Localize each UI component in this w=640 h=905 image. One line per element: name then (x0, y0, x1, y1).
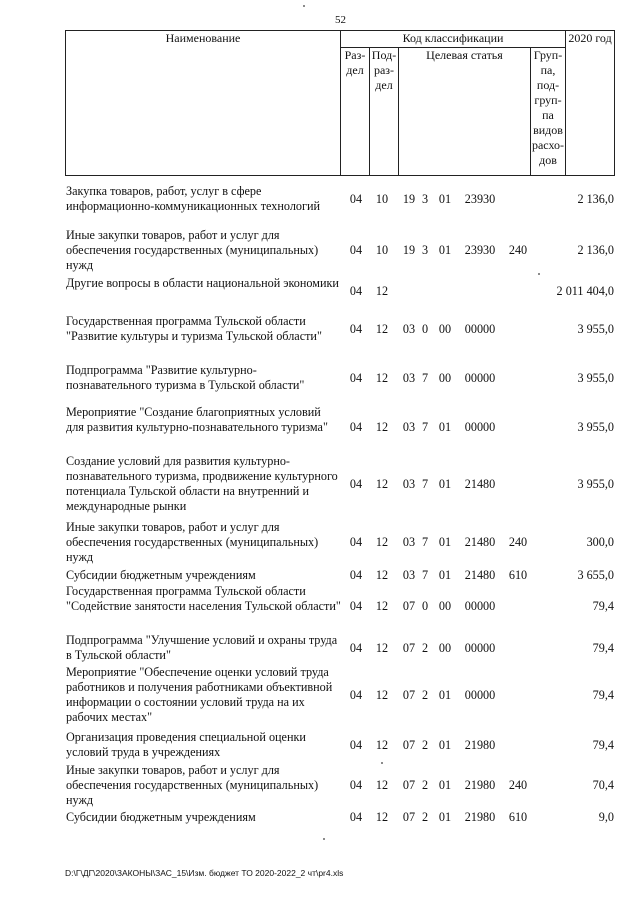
row-code-ev: 01 (438, 778, 452, 792)
row-code-sec: 04 (349, 568, 363, 582)
row-code-sp: 2 (421, 738, 429, 752)
row-code-ev: 00 (438, 599, 452, 613)
row-code-sec: 04 (349, 688, 363, 702)
row-code-sub: 12 (375, 371, 389, 385)
row-code-sec: 04 (349, 371, 363, 385)
row-code-dir: 21980 (464, 778, 496, 792)
row-amount: 3 955,0 (577, 322, 614, 336)
row-code-prg: 03 (402, 371, 416, 385)
row-amount: 2 136,0 (577, 243, 614, 257)
row-code-sp: 7 (421, 535, 429, 549)
row-code-sec: 04 (349, 322, 363, 336)
row-code-sec: 04 (349, 738, 363, 752)
row-code-sp: 0 (421, 322, 429, 336)
page-number: 52 (335, 14, 346, 26)
row-name: Государственная программа Тульской области "Содействие занятости населения Тульской области" (66, 584, 341, 613)
row-amount: 70,4 (592, 778, 614, 792)
row-code-sec: 04 (349, 192, 363, 206)
row-code-sub: 12 (375, 535, 389, 549)
row-code-ev: 01 (438, 688, 452, 702)
row-amount: 9,0 (598, 810, 614, 824)
row-name: Мероприятие "Создание благоприятных условий для развития культурно-познавательного туризма" (66, 405, 328, 434)
row-code-grp: 610 (508, 568, 528, 582)
row-code-dir: 23930 (464, 192, 496, 206)
header-target: Целевая статья (399, 48, 531, 176)
row-code-sp: 7 (421, 477, 429, 491)
row-code-sub: 12 (375, 599, 389, 613)
row-code-dir: 00000 (464, 599, 496, 613)
row-code-dir: 00000 (464, 641, 496, 655)
row-name: Подпрограмма "Развитие культурно-познавательного туризма в Тульской области" (66, 363, 305, 392)
row-code-ev: 00 (438, 371, 452, 385)
row-code-sub: 12 (375, 641, 389, 655)
row-code-sub: 12 (375, 420, 389, 434)
row-code-grp: 240 (508, 535, 528, 549)
row-name: Государственная программа Тульской области "Развитие культуры и туризма Тульской области" (66, 314, 322, 343)
header-year: 2020 год (566, 31, 615, 176)
header-code-group: Код классификации (341, 31, 566, 48)
row-code-prg: 19 (402, 243, 416, 257)
row-code-prg: 07 (402, 688, 416, 702)
row-code-sec: 04 (349, 599, 363, 613)
row-code-dir: 21480 (464, 568, 496, 582)
row-code-sub: 12 (375, 284, 389, 298)
row-code-sub: 12 (375, 322, 389, 336)
row-code-prg: 07 (402, 810, 416, 824)
row-code-ev: 00 (438, 641, 452, 655)
row-code-sec: 04 (349, 535, 363, 549)
file-path-footer: D:\Г\ДГ\2020\ЗАКОНЫ\ЗАС_15\Изм. бюджет ТО 2020-2022_2 чт\pr4.xls (65, 868, 344, 878)
row-code-sec: 04 (349, 778, 363, 792)
row-code-sub: 12 (375, 688, 389, 702)
row-code-sp: 2 (421, 778, 429, 792)
row-code-sub: 12 (375, 477, 389, 491)
row-code-ev: 01 (438, 535, 452, 549)
row-amount: 300,0 (586, 535, 614, 549)
row-code-sec: 04 (349, 810, 363, 824)
row-name: Иные закупки товаров, работ и услуг для обеспечения государственных (муниципальных) нужд (66, 228, 319, 272)
row-name: Иные закупки товаров, работ и услуг для обеспечения государственных (муниципальных) нужд (66, 763, 319, 807)
row-code-dir: 23930 (464, 243, 496, 257)
row-code-sub: 12 (375, 738, 389, 752)
row-code-sub: 12 (375, 810, 389, 824)
row-code-grp: 240 (508, 243, 528, 257)
header-subsection: Под- раз- дел (370, 48, 399, 176)
row-code-dir: 21980 (464, 738, 496, 752)
row-amount: 79,4 (592, 738, 614, 752)
row-code-grp: 240 (508, 778, 528, 792)
row-code-prg: 03 (402, 477, 416, 491)
row-code-grp: 610 (508, 810, 528, 824)
row-code-prg: 19 (402, 192, 416, 206)
row-name: Организация проведения специальной оценки условий труда в учреждениях (66, 730, 306, 759)
row-name: Иные закупки товаров, работ и услуг для обеспечения государственных (муниципальных) нужд (66, 520, 319, 564)
row-amount: 2 136,0 (577, 192, 614, 206)
row-code-sp: 2 (421, 688, 429, 702)
row-code-sub: 10 (375, 192, 389, 206)
row-amount: 2 011 404,0 (556, 284, 614, 298)
row-code-prg: 07 (402, 738, 416, 752)
header-group: Груп- па, под- груп- па видов расхо- дов (531, 48, 566, 176)
row-code-ev: 01 (438, 243, 452, 257)
row-code-dir: 00000 (464, 688, 496, 702)
row-code-dir: 00000 (464, 420, 496, 434)
row-code-prg: 03 (402, 420, 416, 434)
row-amount: 3 655,0 (577, 568, 614, 582)
row-code-ev: 01 (438, 568, 452, 582)
row-amount: 79,4 (592, 599, 614, 613)
row-code-sub: 12 (375, 778, 389, 792)
row-code-prg: 07 (402, 778, 416, 792)
row-code-ev: 01 (438, 420, 452, 434)
row-name: Закупка товаров, работ, услуг в сфере информационно-коммуникационных технологий (66, 184, 321, 213)
row-amount: 3 955,0 (577, 371, 614, 385)
row-code-dir: 21980 (464, 810, 496, 824)
row-code-prg: 03 (402, 535, 416, 549)
row-amount: 3 955,0 (577, 420, 614, 434)
row-code-sec: 04 (349, 284, 363, 298)
header-section: Раз- дел (341, 48, 370, 176)
row-code-dir: 00000 (464, 322, 496, 336)
row-code-sp: 2 (421, 810, 429, 824)
row-code-sec: 04 (349, 243, 363, 257)
row-code-sp: 7 (421, 420, 429, 434)
row-amount: 79,4 (592, 688, 614, 702)
row-code-sec: 04 (349, 420, 363, 434)
row-code-sp: 7 (421, 371, 429, 385)
row-code-ev: 01 (438, 810, 452, 824)
row-code-sub: 10 (375, 243, 389, 257)
row-code-sp: 0 (421, 599, 429, 613)
row-name: Подпрограмма "Улучшение условий и охраны труда в Тульской области" (66, 633, 338, 662)
row-code-prg: 07 (402, 599, 416, 613)
row-name: Мероприятие "Обеспечение оценки условий труда работников и получения работниками объективной информации о состоянии условий труда на их рабочих местах" (66, 665, 333, 724)
row-name: Субсидии бюджетным учреждениям (66, 568, 256, 582)
row-code-dir: 21480 (464, 477, 496, 491)
row-amount: 3 955,0 (577, 477, 614, 491)
row-code-sec: 04 (349, 477, 363, 491)
row-code-prg: 07 (402, 641, 416, 655)
row-amount: 79,4 (592, 641, 614, 655)
row-code-ev: 01 (438, 192, 452, 206)
row-code-ev: 00 (438, 322, 452, 336)
row-code-prg: 03 (402, 568, 416, 582)
header-name: Наименование (66, 31, 341, 176)
row-code-ev: 01 (438, 738, 452, 752)
row-name: Другие вопросы в области национальной экономики (66, 276, 339, 290)
row-name: Создание условий для развития культурно-познавательного туризма, продвижение культурного потенциала Тульской области на внутренний и международные рынки (66, 454, 338, 513)
row-code-ev: 01 (438, 477, 452, 491)
row-code-sub: 12 (375, 568, 389, 582)
row-code-prg: 03 (402, 322, 416, 336)
row-code-sp: 2 (421, 641, 429, 655)
row-code-sp: 3 (421, 243, 429, 257)
row-code-sp: 7 (421, 568, 429, 582)
row-code-sp: 3 (421, 192, 429, 206)
row-code-dir: 00000 (464, 371, 496, 385)
row-name: Субсидии бюджетным учреждениям (66, 810, 256, 824)
row-code-dir: 21480 (464, 535, 496, 549)
row-code-sec: 04 (349, 641, 363, 655)
